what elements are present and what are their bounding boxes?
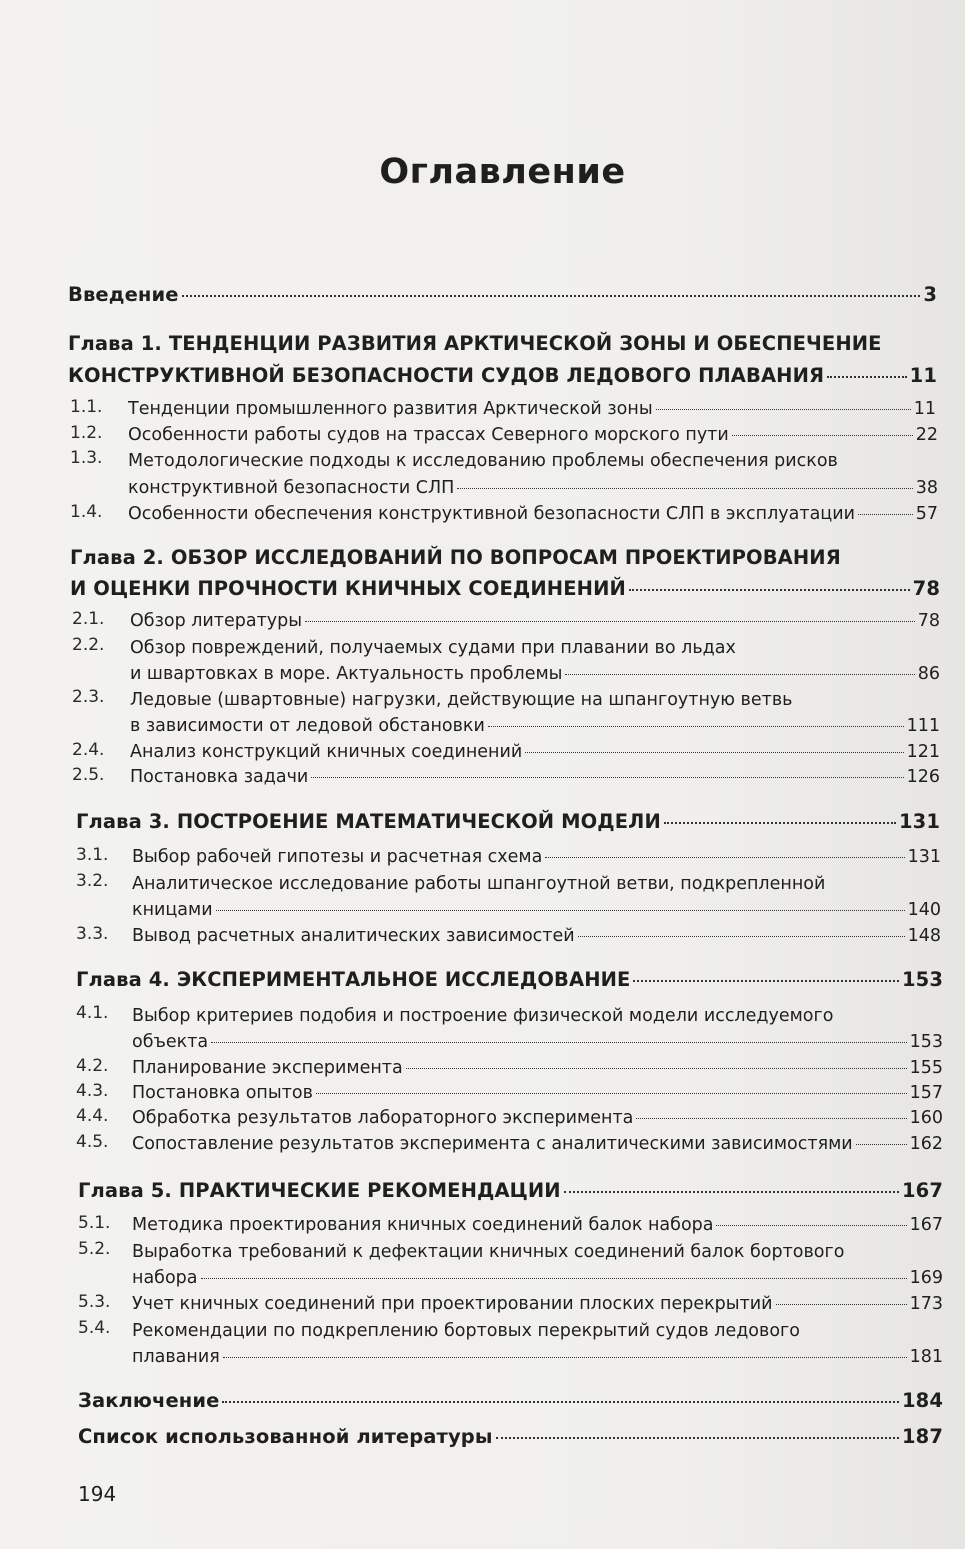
toc-page-number: 162 [909, 1134, 943, 1154]
toc-section-entry [70, 502, 938, 527]
section-number: 3.1. [76, 845, 109, 865]
toc-page-number: 140 [907, 900, 941, 920]
toc-chapter-entry [76, 965, 943, 995]
toc-page-number: 78 [917, 611, 940, 631]
toc-page-number: 11 [913, 399, 936, 419]
toc-page-number: 121 [906, 742, 940, 762]
toc-page-number: 22 [915, 425, 938, 445]
section-title: Постановка опытов [132, 1083, 313, 1103]
section-number: 4.5. [76, 1132, 109, 1152]
toc-page-number: 3 [923, 283, 937, 306]
chapter-title: Заключение [78, 1389, 220, 1412]
section-number: 2.1. [72, 609, 105, 629]
section-title: Тенденции промышленного развития Арктической зоны [128, 399, 653, 419]
dot-leader [311, 777, 903, 778]
section-title: Ледовые (швартовные) нагрузки, действующие на шпангоутную ветвь [130, 690, 793, 710]
toc-chapter-entry [78, 1386, 943, 1416]
dot-leader [496, 1437, 899, 1439]
dot-leader [565, 674, 914, 675]
toc-chapter-entry [70, 542, 940, 604]
section-title: Анализ конструкций кничных соединений [130, 742, 523, 762]
section-title: объекта [132, 1032, 209, 1052]
section-number: 5.3. [78, 1292, 111, 1312]
section-number: 3.2. [76, 871, 109, 891]
section-title: Аналитическое исследование работы шпангоутной ветви, подкрепленной [132, 874, 826, 894]
toc-page-number: 131 [898, 810, 940, 833]
dot-leader [488, 726, 904, 727]
toc-page-number: 126 [906, 767, 940, 787]
section-number: 5.2. [78, 1239, 111, 1259]
chapter-title: Глава 5. ПРАКТИЧЕСКИЕ РЕКОМЕНДАЦИИ [78, 1179, 561, 1202]
section-title: и швартовках в море. Актуальность проблемы [130, 664, 563, 684]
toc-page-number: 157 [909, 1083, 943, 1103]
section-title: Обзор литературы [130, 611, 303, 631]
toc-page-number: 78 [912, 577, 940, 600]
toc-page-number: 167 [909, 1215, 943, 1235]
toc-chapter-entry [68, 328, 937, 392]
dot-leader [633, 980, 899, 982]
section-title: Обработка результатов лабораторного эксперимента [132, 1108, 634, 1128]
section-title: Особенности обеспечения конструктивной безопасности СЛП в эксплуатации [128, 504, 855, 524]
toc-section-entry [76, 1056, 943, 1081]
toc-page-number: 184 [901, 1389, 943, 1412]
toc-section-entry [72, 765, 940, 790]
chapter-title: Введение [68, 283, 179, 306]
toc-section-entry [72, 740, 940, 765]
toc-section-entry [76, 924, 941, 949]
toc-section-entry [72, 635, 940, 687]
section-number: 4.2. [76, 1056, 109, 1076]
section-title: Выработка требований к дефектации кничных соединений балок бортового [132, 1242, 845, 1262]
chapter-title: Глава 4. ЭКСПЕРИМЕНТАЛЬНОЕ ИССЛЕДОВАНИЕ [76, 968, 631, 991]
toc-chapter-entry [78, 1422, 943, 1452]
toc-page-number: 153 [909, 1032, 943, 1052]
dot-leader [305, 621, 915, 622]
section-number: 1.1. [70, 397, 103, 417]
section-title: Выбор рабочей гипотезы и расчетная схема [132, 847, 543, 867]
toc-page-number: 11 [909, 364, 937, 387]
toc-page-number: 155 [909, 1058, 943, 1078]
section-number: 1.2. [70, 423, 103, 443]
toc-section-entry [76, 845, 941, 870]
chapter-title: И ОЦЕНКИ ПРОЧНОСТИ КНИЧНЫХ СОЕДИНЕНИЙ [70, 577, 626, 600]
section-title: Обзор повреждений, получаемых судами при плавании во льдах [130, 638, 736, 658]
toc-page-number: 181 [909, 1347, 943, 1367]
toc-section-entry [76, 871, 941, 923]
section-title: Методика проектирования кничных соединений балок набора [132, 1215, 714, 1235]
toc-page-number: 57 [915, 504, 938, 524]
chapter-title: Список использованной литературы [78, 1425, 493, 1448]
section-title: Вывод расчетных аналитических зависимостей [132, 926, 575, 946]
section-title: Постановка задачи [130, 767, 309, 787]
dot-leader [578, 936, 905, 937]
dot-leader [564, 1191, 899, 1193]
section-number: 2.3. [72, 687, 105, 707]
toc-section-entry [78, 1213, 943, 1238]
toc-section-entry [76, 1003, 943, 1055]
section-title: Учет кничных соединений при проектировании плоских перекрытий [132, 1294, 773, 1314]
toc-page-number: 86 [917, 664, 940, 684]
toc-section-entry [78, 1239, 943, 1291]
section-title: Планирование эксперимента [132, 1058, 403, 1078]
toc-page-number: 160 [909, 1108, 943, 1128]
toc-section-entry [78, 1318, 943, 1370]
toc-section-entry [76, 1081, 943, 1106]
dot-leader [406, 1068, 907, 1069]
toc-page-number: 173 [909, 1294, 943, 1314]
toc-chapter-entry [68, 280, 937, 310]
section-number: 5.4. [78, 1318, 111, 1338]
toc-section-entry [76, 1132, 943, 1157]
chapter-title: Глава 2. ОБЗОР ИССЛЕДОВАНИЙ ПО ВОПРОСАМ ПРОЕКТИРОВАНИЯ [70, 546, 841, 569]
section-number: 2.5. [72, 765, 105, 785]
dot-leader [636, 1118, 906, 1119]
section-title: конструктивной безопасности СЛП [128, 478, 455, 498]
chapter-title: Глава 3. ПОСТРОЕНИЕ МАТЕМАТИЧЕСКОЙ МОДЕЛИ [76, 810, 661, 833]
toc-section-entry [70, 397, 936, 422]
chapter-title: КОНСТРУКТИВНОЙ БЕЗОПАСНОСТИ СУДОВ ЛЕДОВОГО ПЛАВАНИЯ [68, 364, 825, 387]
section-title: плавания [132, 1347, 220, 1367]
toc-section-entry [72, 687, 940, 739]
dot-leader [216, 910, 905, 911]
dot-leader [525, 752, 903, 753]
dot-leader [457, 488, 912, 489]
dot-leader [732, 435, 913, 436]
dot-leader [211, 1042, 906, 1043]
section-title: Сопоставление результатов эксперимента с аналитическими зависимостями [132, 1134, 853, 1154]
toc-page-number: 148 [907, 926, 941, 946]
toc-page-number: 167 [901, 1179, 943, 1202]
toc-page-number: 153 [901, 968, 943, 991]
dot-leader [182, 295, 921, 297]
section-title: Особенности работы судов на трассах Северного морского пути [128, 425, 729, 445]
section-title: в зависимости от ледовой обстановки [130, 716, 485, 736]
toc-page-number: 169 [909, 1268, 943, 1288]
dot-leader [716, 1225, 906, 1226]
toc-section-entry [76, 1106, 943, 1131]
page-title: Оглавление [379, 152, 626, 192]
toc-section-entry [72, 609, 940, 634]
toc-page-number: 111 [906, 716, 940, 736]
section-title: Методологические подходы к исследованию проблемы обеспечения рисков [128, 451, 838, 471]
dot-leader [656, 409, 911, 410]
dot-leader [222, 1401, 899, 1403]
dot-leader [664, 822, 896, 824]
dot-leader [856, 1144, 907, 1145]
dot-leader [827, 376, 907, 378]
section-number: 2.2. [72, 635, 105, 655]
toc-section-entry [78, 1292, 943, 1317]
toc-page-number: 187 [901, 1425, 943, 1448]
section-title: кницами [132, 900, 213, 920]
section-number: 4.3. [76, 1081, 109, 1101]
dot-leader [201, 1278, 907, 1279]
dot-leader [545, 857, 904, 858]
section-title: набора [132, 1268, 198, 1288]
toc-page-number: 38 [915, 478, 938, 498]
toc-page-number: 131 [907, 847, 941, 867]
section-title: Выбор критериев подобия и построение физической модели исследуемого [132, 1006, 834, 1026]
section-number: 5.1. [78, 1213, 111, 1233]
dot-leader [629, 589, 910, 591]
section-number: 1.3. [70, 448, 103, 468]
section-number: 1.4. [70, 502, 103, 522]
dot-leader [858, 514, 913, 515]
toc-chapter-entry [76, 807, 940, 837]
chapter-title: Глава 1. ТЕНДЕНЦИИ РАЗВИТИЯ АРКТИЧЕСКОЙ ЗОНЫ И ОБЕСПЕЧЕНИЕ [68, 332, 882, 355]
section-number: 4.4. [76, 1106, 109, 1126]
dot-leader [223, 1357, 907, 1358]
section-number: 2.4. [72, 740, 105, 760]
section-number: 3.3. [76, 924, 109, 944]
section-number: 4.1. [76, 1003, 109, 1023]
dot-leader [316, 1093, 907, 1094]
section-title: Рекомендации по подкреплению бортовых перекрытий судов ледового [132, 1321, 800, 1341]
toc-section-entry [70, 448, 938, 502]
dot-leader [776, 1304, 907, 1305]
toc-section-entry [70, 423, 938, 448]
page-number: 194 [78, 1482, 117, 1506]
toc-chapter-entry [78, 1176, 943, 1206]
